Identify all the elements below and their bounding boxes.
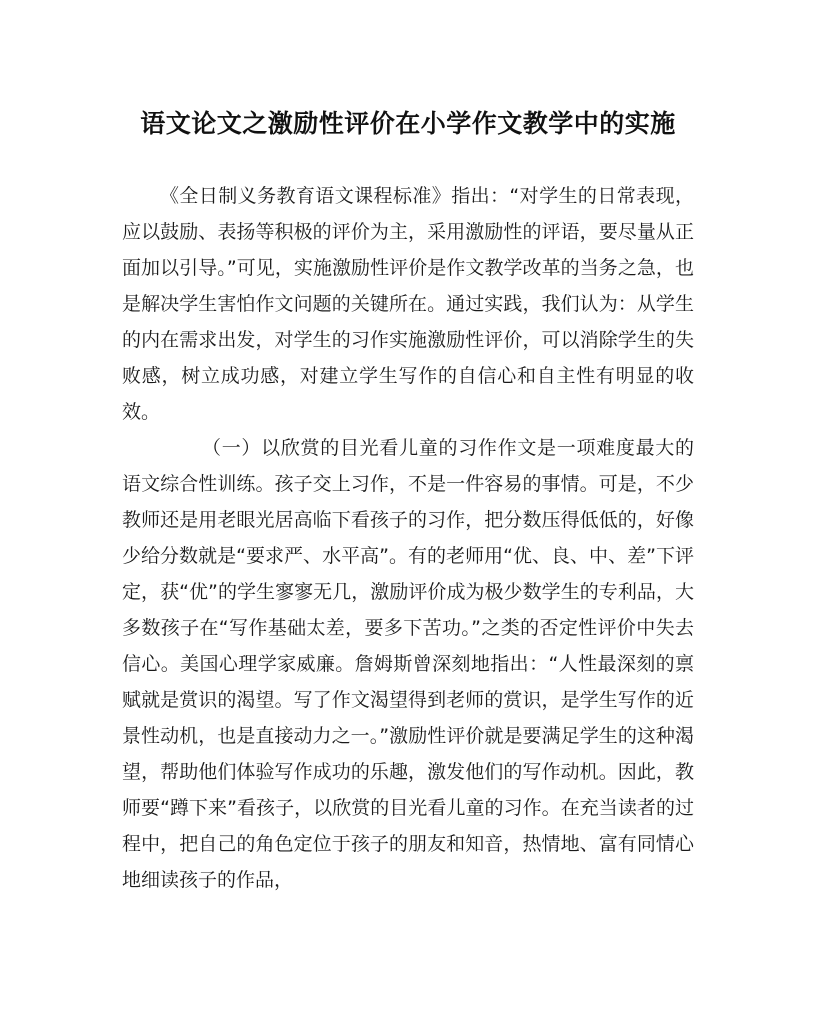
body-paragraph-2: （一）以欣赏的目光看儿童的习作作文是一项难度最大的语文综合性训练。孩子交上习作，不是一件容易的事情。可是，不少教师还是用老眼光居高临下看孩子的习作，把分数压得低低的，好像少给分数就是“要求严、水平高”。有的老师用“优、良、中、差”下评定，获“优”的学生寥寥无几，激励评价成为极少数学生的专利品，大多数孩子在“写作基础太差，要多下苦功。”之类的否定性评价中失去信心。美国心理学家威廉。詹姆斯曾深刻地指出：“人性最深刻的禀赋就是赏识的渴望。写了作文渴望得到老师的赏识，是学生写作的近景性动机，也是直接动力之一。”激励性评价就是要满足学生的这种渴望，帮助他们体验写作成功的乐趣，激发他们的写作动机。因此，教师要“蹲下来”看孩子，以欣赏的目光看儿童的习作。在充当读者的过程中，把自己的角色定位于孩子的朋友和知音，热情地、富有同情心地细读孩子的作品， bbox=[122, 437, 694, 891]
document-title: 语文论文之激励性评价在小学作文教学中的实施 bbox=[140, 109, 676, 138]
body-paragraph-1: 《全日制义务教育语文课程标准》指出：“对学生的日常表现，应以鼓励、表扬等积极的评价为主，采用激励性的评语，要尽量从正面加以引导。”可见，实施激励性评价是作文教学改革的当务之急，也是解决学生害怕作文问题的关键所在。通过实践，我们认为：从学生的内在需求出发，对学生的习作实施激励性评价，可以消除学生的失败感，树立成功感，对建立学生写作的自信心和自主性有明显的收效。 bbox=[122, 185, 694, 423]
